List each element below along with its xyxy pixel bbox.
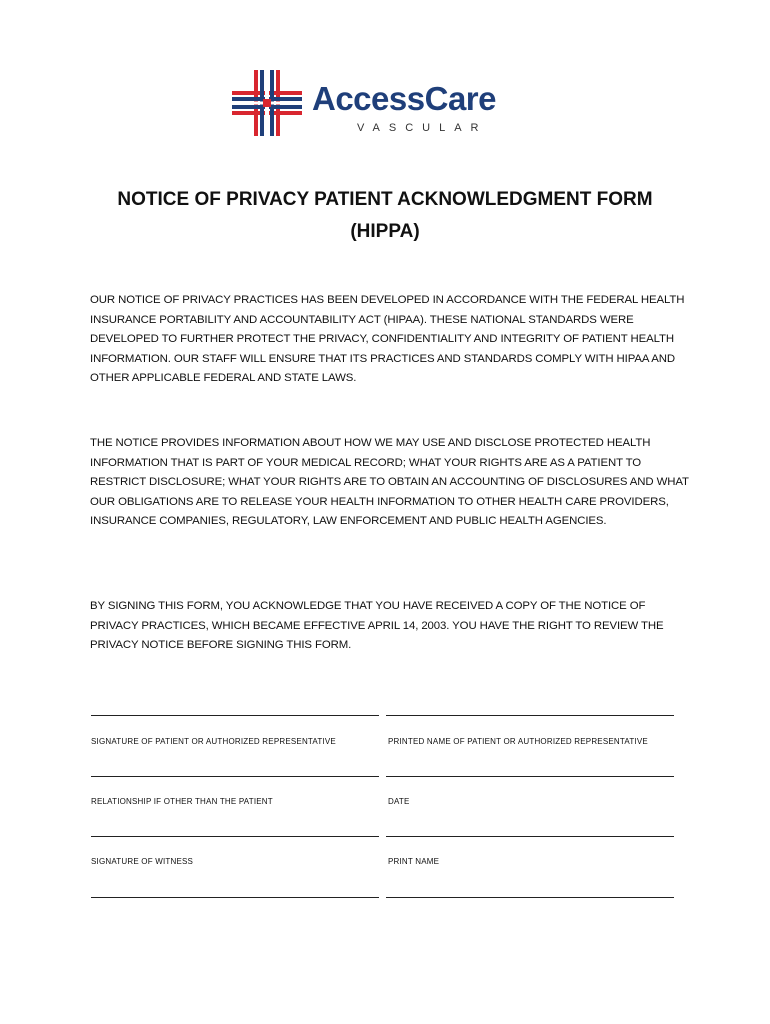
printed-name-patient-label: PRINTED NAME OF PATIENT OR AUTHORIZED REPRESENTATIVE bbox=[388, 737, 648, 746]
date-label: DATE bbox=[388, 797, 410, 806]
form-title bbox=[0, 184, 770, 248]
blank-line-right[interactable] bbox=[386, 897, 674, 898]
logo-wordmark bbox=[312, 82, 496, 115]
cross-logo-icon bbox=[232, 70, 302, 136]
form-title-line1: NOTICE OF PRIVACY PATIENT ACKNOWLEDGMENT FORM bbox=[117, 189, 653, 210]
signature-patient-line[interactable] bbox=[91, 715, 379, 716]
relationship-label: RELATIONSHIP IF OTHER THAN THE PATIENT bbox=[91, 797, 273, 806]
accesscare-logo bbox=[232, 70, 532, 140]
logo-word-care: Care bbox=[424, 80, 496, 117]
paragraph-acknowledgment: BY SIGNING THIS FORM, YOU ACKNOWLEDGE THAT YOU HAVE RECEIVED A COPY OF THE NOTICE OF PRIVACY PRACTICES, WHICH BECAME EFFECTIVE APRIL 14, 2003. YOU HAVE THE RIGHT TO REVIEW THE PRIVACY NOTICE BEFORE SIGNING THIS FORM. bbox=[90, 600, 664, 651]
paragraph-notice-info: THE NOTICE PROVIDES INFORMATION ABOUT HOW WE MAY USE AND DISCLOSE PROTECTED HEALTH INFORMATION THAT IS PART OF YOUR MEDICAL RECORD; WHAT YOUR RIGHTS ARE AS A PATIENT TO RESTRICT DISCLOSURE; WHAT YOUR RIGHTS ARE TO OBTAIN AN ACCOUNTING OF DISCLOSURES AND WHAT OUR OBLIGATIONS ARE TO RELEASE YOUR HEALTH INFORMATION TO OTHER HEALTH CARE PROVIDERS, INSURANCE COMPANIES, REGULATORY, LAW ENFORCEMENT AND PUBLIC HEALTH AGENCIES. bbox=[90, 437, 689, 527]
form-title-line2: (HIPPA) bbox=[350, 221, 420, 242]
printed-name-patient-line[interactable] bbox=[386, 715, 674, 716]
signature-witness-line[interactable] bbox=[91, 836, 379, 837]
signature-patient-label: SIGNATURE OF PATIENT OR AUTHORIZED REPRESENTATIVE bbox=[91, 737, 336, 746]
paragraph-hipaa-intro: OUR NOTICE OF PRIVACY PRACTICES HAS BEEN DEVELOPED IN ACCORDANCE WITH THE FEDERAL HEALTH INSURANCE PORTABILITY AND ACCOUNTABILITY ACT (HIPAA). THESE NATIONAL STANDARDS WERE DEVELOPED TO FURTHER PROTECT THE PRIVACY, CONFIDENTIALITY AND INTEGRITY OF PATIENT HEALTH INFORMATION. OUR STAFF WILL ENSURE THAT ITS PRACTICES AND STANDARDS COMPLY WITH HIPAA AND OTHER APPLICABLE FEDERAL AND STATE LAWS. bbox=[90, 294, 685, 384]
print-name-line[interactable] bbox=[386, 836, 674, 837]
blank-line-left[interactable] bbox=[91, 897, 379, 898]
print-name-label: PRINT NAME bbox=[388, 857, 440, 866]
logo-word-access: Access bbox=[312, 80, 425, 117]
relationship-line[interactable] bbox=[91, 776, 379, 777]
date-line[interactable] bbox=[386, 776, 674, 777]
logo-subtitle: VASCULAR bbox=[357, 122, 488, 134]
signature-witness-label: SIGNATURE OF WITNESS bbox=[91, 857, 194, 866]
